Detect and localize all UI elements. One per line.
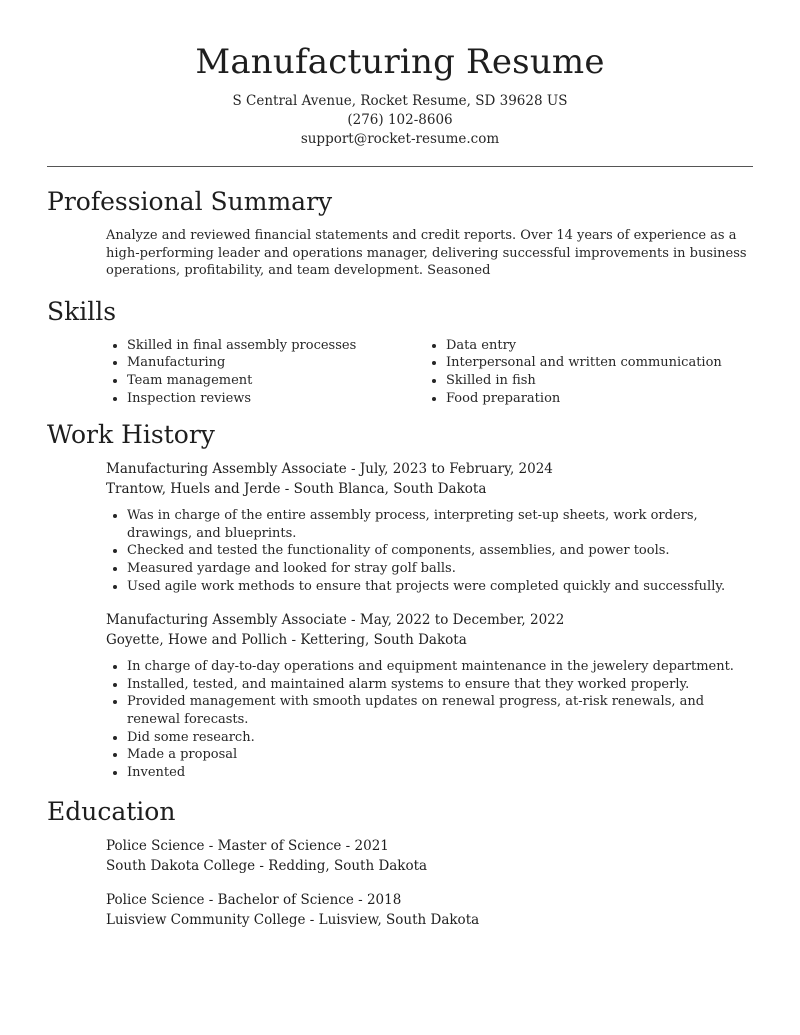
skill-item: • Inspection reviews bbox=[127, 390, 425, 408]
job-bullets bbox=[0, 507, 800, 595]
education-school: Luisview Community College - Luisview, South Dakota bbox=[106, 911, 480, 928]
summary-text: Analyze and reviewed financial statements and credit reports. Over 14 years of experience as a high-performing leader and operations manager, delivering successful improvements in business operations, profitability, and team development. Seasoned bbox=[106, 228, 747, 279]
education-school: South Dakota College - Redding, South Dakota bbox=[106, 857, 428, 874]
job-bullet: • Used agile work methods to ensure that projects were completed quickly and successfully. bbox=[127, 578, 760, 596]
section-title-summary: Professional Summary bbox=[47, 187, 333, 216]
job-title-dates: Manufacturing Assembly Associate - July, 2023 to February, 2024 bbox=[106, 461, 553, 478]
skill-item: • Manufacturing bbox=[127, 354, 425, 372]
job-company-location: Trantow, Huels and Jerde - South Blanca, South Dakota bbox=[106, 480, 487, 497]
skills-list bbox=[0, 337, 800, 407]
education-entry bbox=[0, 837, 800, 876]
section-title-education: Education bbox=[47, 797, 176, 827]
job-bullet: • Checked and tested the functionality of components, assemblies, and power tools. bbox=[127, 542, 760, 560]
job-bullets bbox=[0, 658, 800, 781]
job-company-location: Goyette, Howe and Pollich - Kettering, South Dakota bbox=[106, 631, 467, 648]
job-entry bbox=[0, 460, 800, 595]
job-bullet: • In charge of day-to-day operations and equipment maintenance in the jewelery department. bbox=[127, 658, 760, 676]
education-degree: Police Science - Bachelor of Science - 2018 bbox=[106, 892, 402, 909]
section-title-work-history: Work History bbox=[47, 420, 215, 450]
email: support@rocket-resume.com bbox=[300, 131, 500, 147]
resume-title: Manufacturing Resume bbox=[195, 42, 605, 82]
skill-item: • Interpersonal and written communication bbox=[446, 354, 722, 372]
job-entry bbox=[0, 611, 800, 781]
job-bullet: • Installed, tested, and maintained alarm systems to ensure that they worked properly. bbox=[127, 676, 760, 694]
job-title-dates: Manufacturing Assembly Associate - May, 2022 to December, 2022 bbox=[106, 612, 565, 629]
skill-item: • Data entry bbox=[446, 337, 722, 355]
address: S Central Avenue, Rocket Resume, SD 39628 US bbox=[232, 93, 568, 109]
skill-item: • Skilled in final assembly processes bbox=[127, 337, 425, 355]
skills-column-2 bbox=[425, 337, 722, 407]
contact-info bbox=[0, 92, 800, 149]
header-divider bbox=[47, 166, 753, 167]
job-bullet: • Measured yardage and looked for stray golf balls. bbox=[127, 560, 760, 578]
job-bullet: • Was in charge of the entire assembly process, interpreting set-up sheets, work orders, drawings, and blueprints. bbox=[127, 507, 760, 542]
phone: (276) 102-8606 bbox=[347, 112, 453, 128]
job-bullet: • Did some research. bbox=[127, 729, 760, 747]
job-bullet: • Invented bbox=[127, 764, 760, 782]
job-bullet: • Provided management with smooth updates on renewal progress, at-risk renewals, and renewal forecasts. bbox=[127, 693, 760, 728]
resume-header bbox=[0, 0, 800, 149]
job-bullet: • Made a proposal bbox=[127, 746, 760, 764]
education-entry bbox=[0, 891, 800, 930]
education-degree: Police Science - Master of Science - 2021 bbox=[106, 838, 389, 855]
skills-column-1 bbox=[106, 337, 425, 407]
skill-item: • Team management bbox=[127, 372, 425, 390]
section-title-skills: Skills bbox=[47, 296, 117, 326]
skill-item: • Food preparation bbox=[446, 390, 722, 408]
skill-item: • Skilled in fish bbox=[446, 372, 722, 390]
